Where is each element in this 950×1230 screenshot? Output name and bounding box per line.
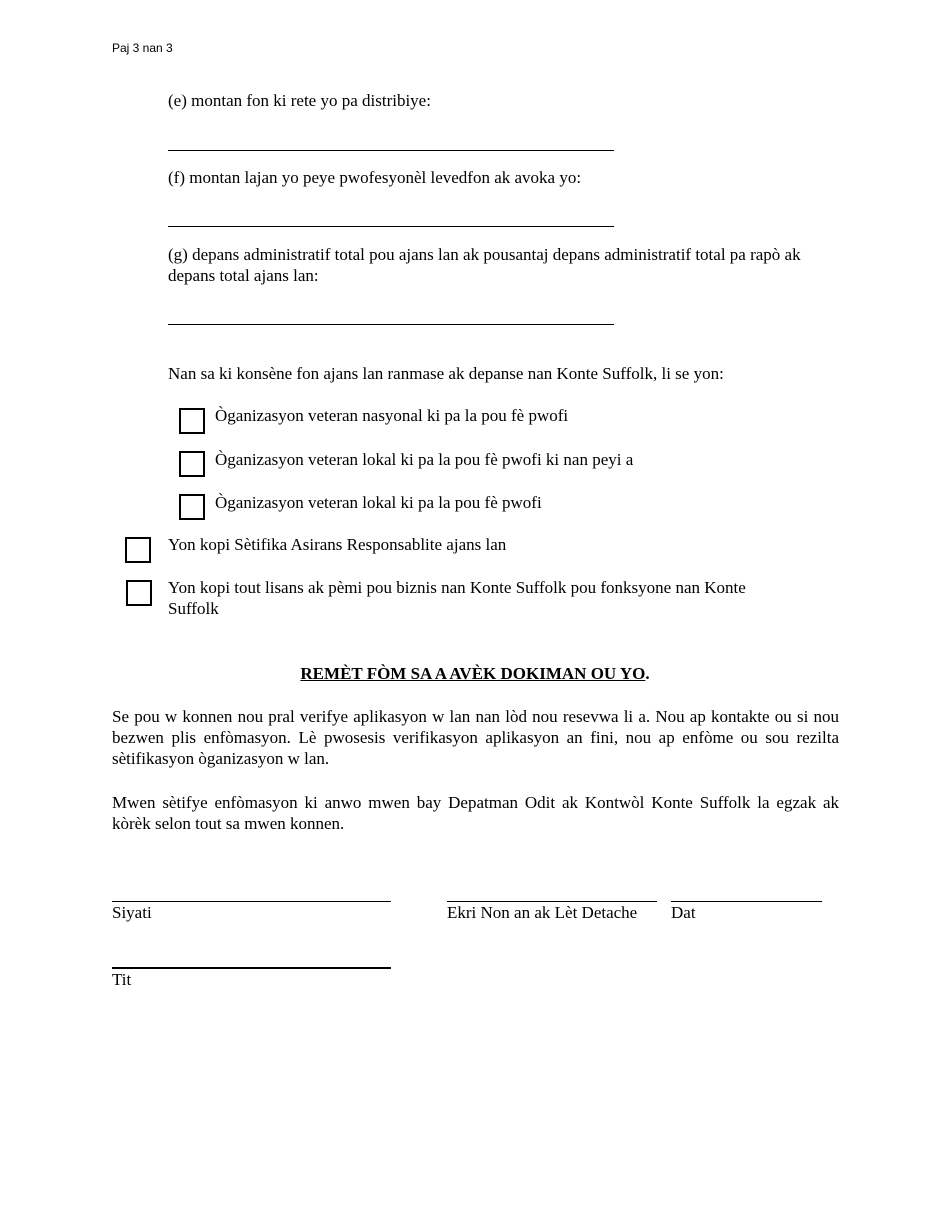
checkbox-local-veteran-org-in-country[interactable] (179, 451, 205, 477)
checkbox-liability-insurance-copy[interactable] (125, 537, 151, 563)
submit-instructions-heading-text: REMÈT FÒM SA A AVÈK DOKIMAN OU YO (300, 664, 646, 683)
classification-prompt: Nan sa ki konsène fon ajans lan ranmase ak depanse nan Konte Suffolk, li se yon: (168, 364, 724, 383)
printed-name-label: Ekri Non an ak Lèt Detache (447, 903, 638, 922)
checkbox-national-veteran-org[interactable] (179, 408, 205, 434)
item-f-answer-line[interactable] (168, 226, 614, 227)
signature-label: Siyati (112, 903, 152, 922)
item-g-answer-line[interactable] (168, 324, 614, 325)
checkbox-local-veteran-org[interactable] (179, 494, 205, 520)
submit-instructions-heading-punct: . (645, 664, 650, 683)
attachment-licenses-permits: Yon kopi tout lisans ak pèmi pou biznis nan Konte Suffolk pou fonksyone nan Konte Suffolk (168, 578, 746, 618)
item-e-answer-line[interactable] (168, 150, 614, 151)
date-label: Dat (671, 903, 696, 922)
attachment-liability-insurance: Yon kopi Sètifika Asirans Responsablite ajans lan (168, 535, 507, 554)
title-label: Tit (112, 970, 132, 989)
verification-notice-paragraph: Se pou w konnen nou pral verifye aplikasyon w lan nan lòd nou resevwa li a. Nou ap kontakte ou si nou bezwen plis enfòmasyon. Lè pwosesis verifikasyon aplikasyon an fini, nou ap enfòme ou sou rezilta sètifikasyon òganizasyon w lan. (112, 707, 839, 768)
item-f-label: (f) montan lajan yo peye pwofesyonèl levedfon ak avoka yo: (168, 168, 582, 187)
title-line[interactable] (112, 967, 391, 969)
submit-instructions-heading (0, 664, 950, 684)
item-e-label: (e) montan fon ki rete yo pa distribiye: (168, 91, 431, 110)
item-g-label: (g) depans administratif total pou ajans lan ak pousantaj depans administratif total pa rapò ak depans total ajans lan: (168, 245, 801, 285)
certification-statement-paragraph: Mwen sètifye enfòmasyon ki anwo mwen bay Depatman Odit ak Kontwòl Konte Suffolk la egzak ak kòrèk selon tout sa mwen konnen. (112, 793, 839, 833)
page-header: Paj 3 nan 3 (112, 41, 173, 55)
signature-line[interactable] (112, 901, 391, 902)
option-local-veteran-org: Òganizasyon veteran lokal ki pa la pou fè pwofi (215, 493, 542, 512)
checkbox-licenses-permits-copy[interactable] (126, 580, 152, 606)
option-local-veteran-org-in-country: Òganizasyon veteran lokal ki pa la pou fè pwofi ki nan peyi a (215, 450, 634, 469)
option-national-veteran-org: Òganizasyon veteran nasyonal ki pa la pou fè pwofi (215, 406, 569, 425)
